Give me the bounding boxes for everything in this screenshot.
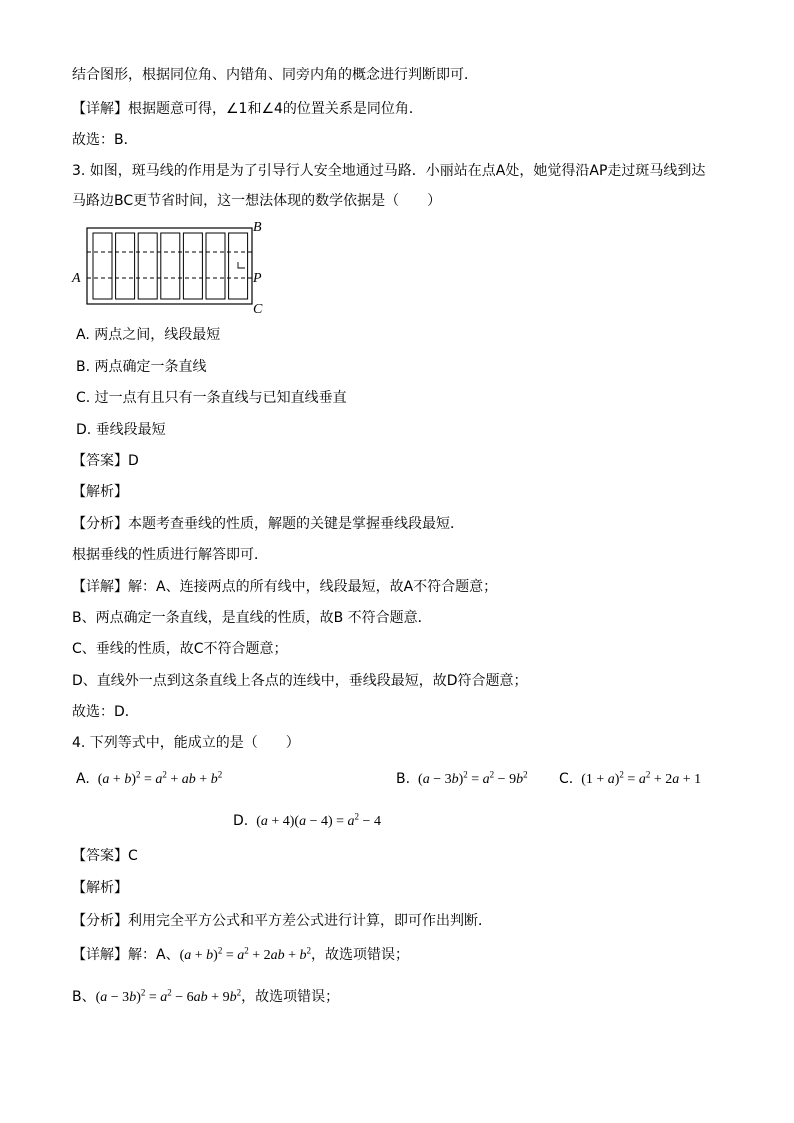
zebra-crossing-figure [70,218,270,318]
detail-3-b: B、两点确定一条直线，是直线的性质，故B 不符合题意． [72,610,432,626]
detail-4-a: 【详解】解：A、$(a + b)^2 = a^2 + 2ab + b^2$，故选项错误； [72,945,410,963]
analysis-4: 【分析】利用完全平方公式和平方差公式进行计算，即可作出判断． [72,913,492,929]
option-d: D. 垂线段最短 [76,422,166,438]
detail-3-d: D、直线外一点到这条直线上各点的连线中，垂线段最短，故D符合题意； [72,673,528,689]
analysis-heading-4: 【解析】 [72,880,128,896]
question-4-stem: 4. 下列等式中，能成立的是（ ） [72,735,300,751]
q4-option-a: A. $(a + b)^2 = a^2$ + ab + $b^2$ [76,769,223,787]
analysis-3-cont: 根据垂线的性质进行解答即可． [72,547,268,563]
zebra-stripe [183,233,202,299]
q4-option-b: B. $(a - 3b)^2 = a^2 - 9b^2$ [396,769,528,787]
label-b: B [253,220,262,235]
detail-3-a: 【详解】解：A、连接两点的所有线中，线段最短，故A不符合题意； [72,579,498,595]
label-p: P [253,271,262,286]
q4-option-d: D. $(a + 4)(a - 4) = a^2 - 4$ [233,811,381,829]
zebra-stripe [138,233,157,299]
zebra-stripe [206,233,225,299]
analysis-3: 【分析】本题考查垂线的性质，解题的关键是掌握垂线段最短． [72,516,464,532]
option-b: B. 两点确定一条直线 [76,359,207,375]
zebra-crossing-diagram [70,218,270,318]
option-a: A. 两点之间，线段最短 [76,327,221,343]
question-3-stem: 3. 如图，斑马线的作用是为了引导行人安全地通过马路．小丽站在点A处，她觉得沿AP走过斑马线到达 [72,163,706,179]
answer-3: 【答案】D [72,453,139,469]
text-line: 结合图形，根据同位角、内错角、同旁内角的概念进行判断即可． [72,67,478,83]
option-c: C. 过一点有且只有一条直线与已知直线垂直 [76,390,347,406]
text-line: 【详解】根据题意可得，∠1和∠4的位置关系是同位角． [72,101,423,117]
analysis-heading-3: 【解析】 [72,484,128,500]
zebra-stripe [161,233,180,299]
zebra-stripe [93,233,112,299]
zebra-stripe [116,233,135,299]
detail-4-b: B、$(a - 3b)^2 = a^2 - 6ab + 9b^2$，故选项错误； [72,987,340,1005]
right-angle-mark [238,262,245,268]
text-line: 故选：B． [72,132,138,148]
answer-4: 【答案】C [72,848,138,864]
stripe-group [93,233,248,299]
detail-3-c: C、垂线的性质，故C不符合题意； [72,641,288,657]
detail-3-e: 故选：D． [72,704,139,720]
q4-option-c: C. $(1 + a)^2 = a^2 + 2a + 1$ [559,769,702,787]
label-c: C [253,302,263,317]
question-3-stem-cont: 马路边BC更节省时间，这一想法体现的数学依据是（ ） [72,193,442,209]
label-a: A [72,271,81,286]
